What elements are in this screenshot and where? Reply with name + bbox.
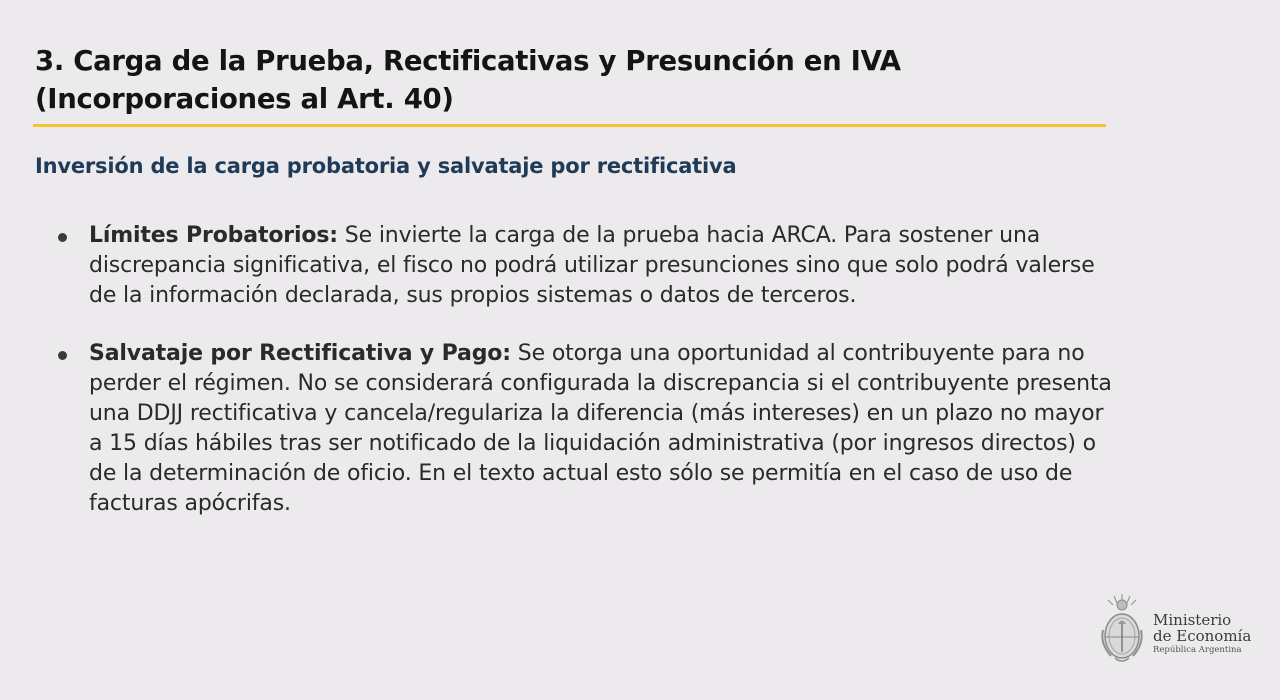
bullet-dot-icon xyxy=(58,233,67,242)
bullet-label: Salvataje por Rectificativa y Pago: xyxy=(89,341,511,366)
slide-title-line1: 3. Carga de la Prueba, Rectificativas y Presunción en IVA xyxy=(35,45,901,77)
bullet-item-limites-probatorios xyxy=(58,221,1118,311)
bullet-list xyxy=(58,221,1118,547)
ministerio-economia-logo xyxy=(1097,592,1267,672)
bullet-text: Se invierte la carga de la prueba hacia ARCA. Para sostener una discrepancia significativa, el fisco no podrá utilizar presunciones sino que solo podrá valerse de la información declarada, sus propios sistemas o datos de terceros. xyxy=(89,223,1095,308)
slide-title-line2: (Incorporaciones al Art. 40) xyxy=(35,83,454,115)
logo-republica-label: República Argentina xyxy=(1153,645,1242,655)
bullet-label: Límites Probatorios: xyxy=(89,223,338,248)
bullet-dot-icon xyxy=(58,351,67,360)
logo-text xyxy=(1153,612,1251,657)
bullet-text: Se otorga una oportunidad al contribuyente para no perder el régimen. No se considerará configurada la discrepancia si el contribuyente presenta una DDJJ rectificativa y cancela/regulariza la diferencia (más intereses) en un plazo no mayor a 15 días hábiles tras ser notificado de la liquidación administrativa (por ingresos directos) o de la determinación de oficio. En el texto actual esto sólo se permitía en el caso de uso de facturas apócrifas. xyxy=(89,341,1112,516)
title-underline-divider xyxy=(33,124,1106,127)
logo-economia-label: de Economía xyxy=(1153,627,1252,645)
argentina-coat-of-arms-icon xyxy=(1097,592,1147,668)
logo-ministerio-label: Ministerio xyxy=(1153,611,1232,629)
bullet-item-salvataje xyxy=(58,339,1118,519)
slide-subtitle: Inversión de la carga probatoria y salvataje por rectificativa xyxy=(35,154,737,178)
slide-title xyxy=(35,42,1105,118)
